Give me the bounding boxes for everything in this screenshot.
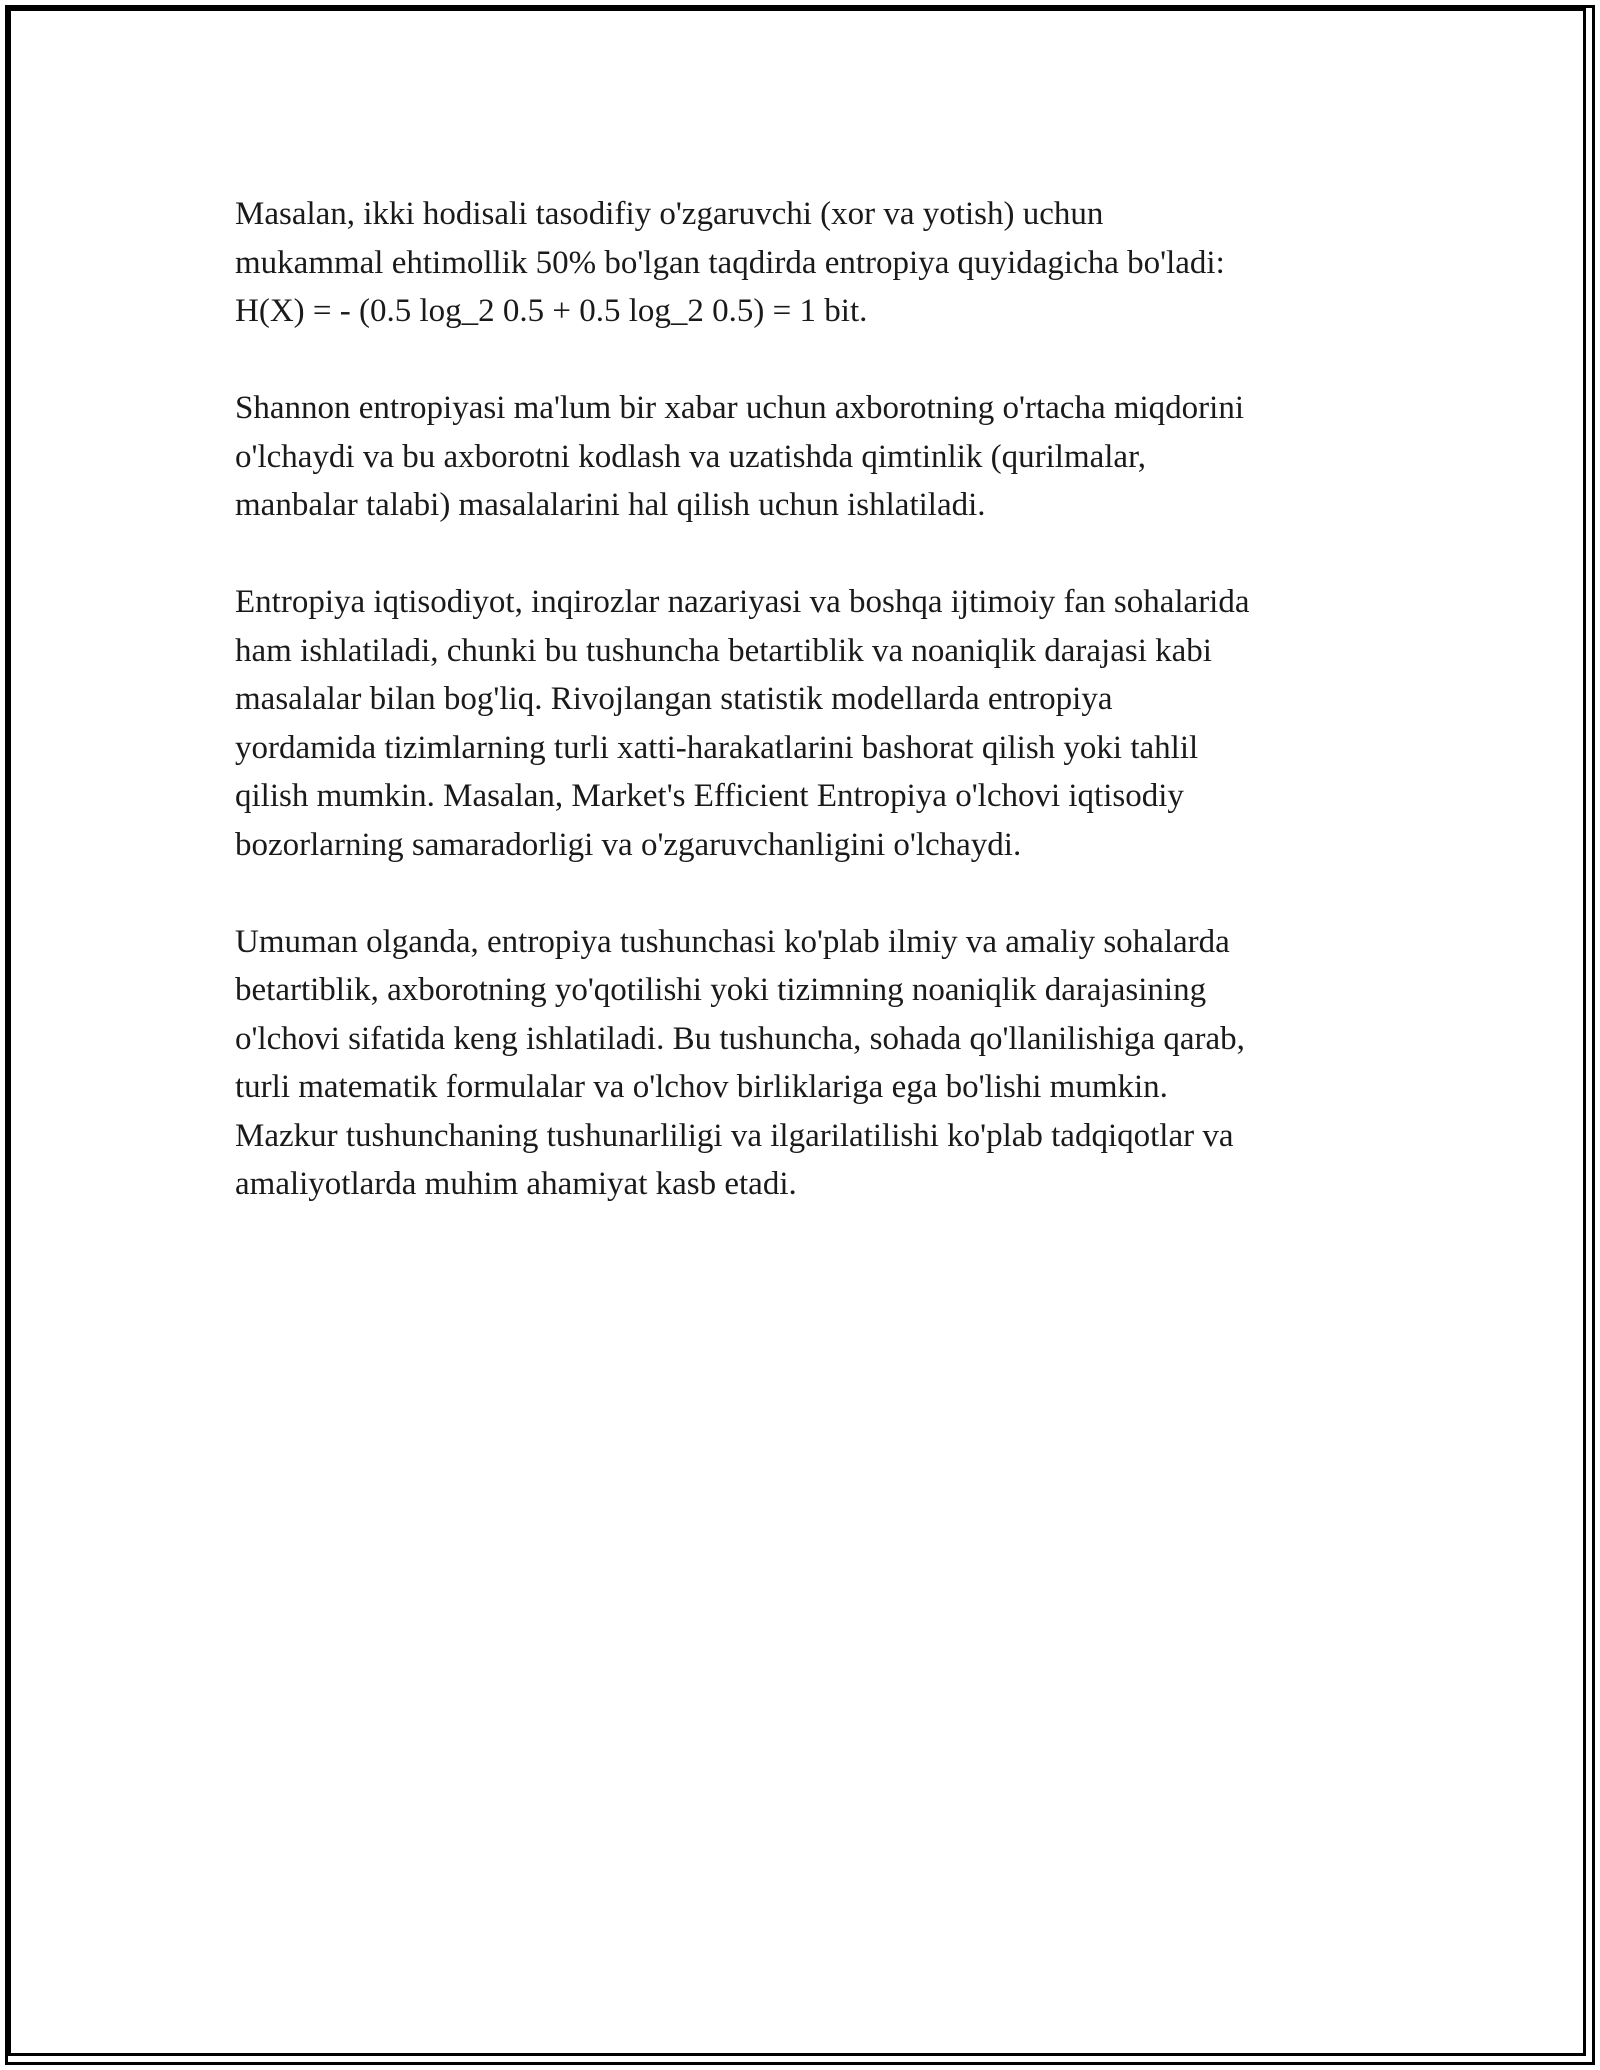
text-line: Umuman olganda, entropiya tushunchasi ko'plab ilmiy va amaliy sohalarda xyxy=(235,923,1230,960)
paragraph-entropy-example xyxy=(235,190,1385,336)
text-line: yordamida tizimlarning turli xatti-harakatlarini bashorat qilish yoki tahlil xyxy=(235,729,1199,766)
text-line: o'lchovi sifatida keng ishlatiladi. Bu tushuncha, sohada qo'llanilishiga qarab, xyxy=(235,1020,1245,1057)
text-line: Shannon entropiyasi ma'lum bir xabar uchun axborotning o'rtacha miqdorini xyxy=(235,390,1244,426)
paragraph-economics-entropy xyxy=(235,578,1385,869)
text-line: Masalan, ikki hodisali tasodifiy o'zgaruvchi (xor va yotish) uchun xyxy=(235,196,1104,232)
text-line: o'lchaydi va bu axborotni kodlash va uzatishda qimtinlik (qurilmalar, xyxy=(235,438,1146,475)
text-line: masalalar bilan bog'liq. Rivojlangan statistik modellarda entropiya xyxy=(235,681,1113,717)
text-line: Mazkur tushunchaning tushunarliligi va ilgarilatilishi ko'plab tadqiqotlar va xyxy=(235,1117,1234,1154)
text-line: Entropiya iqtisodiyot, inqirozlar nazariyasi va boshqa ijtimoiy fan sohalarida xyxy=(235,584,1250,620)
text-line: turli matematik formulalar va o'lchov birliklariga ega bo'lishi mumkin. xyxy=(235,1069,1168,1105)
text-line: qilish mumkin. Masalan, Market's Efficient Entropiya o'lchovi iqtisodiy xyxy=(235,778,1184,814)
text-line: betartiblik, axborotning yo'qotilishi yoki tizimning noaniqlik darajasining xyxy=(235,972,1207,1008)
text-line: bozorlarning samaradorligi va o'zgaruvchanligini o'lchaydi. xyxy=(235,826,1022,863)
document-body xyxy=(235,190,1385,1257)
text-line: amaliyotlarda muhim ahamiyat kasb etadi. xyxy=(235,1166,797,1202)
paragraph-conclusion xyxy=(235,918,1385,1209)
text-line: H(X) = - (0.5 log_2 0.5 + 0.5 log_2 0.5) = 1 bit. xyxy=(235,293,868,329)
paragraph-shannon-entropy xyxy=(235,384,1385,530)
text-line: mukammal ehtimollik 50% bo'lgan taqdirda entropiya quyidagicha bo'ladi: xyxy=(235,244,1225,281)
text-line: ham ishlatiladi, chunki bu tushuncha betartiblik va noaniqlik darajasi kabi xyxy=(235,632,1212,669)
text-line: manbalar talabi) masalalarini hal qilish uchun ishlatiladi. xyxy=(235,487,986,523)
